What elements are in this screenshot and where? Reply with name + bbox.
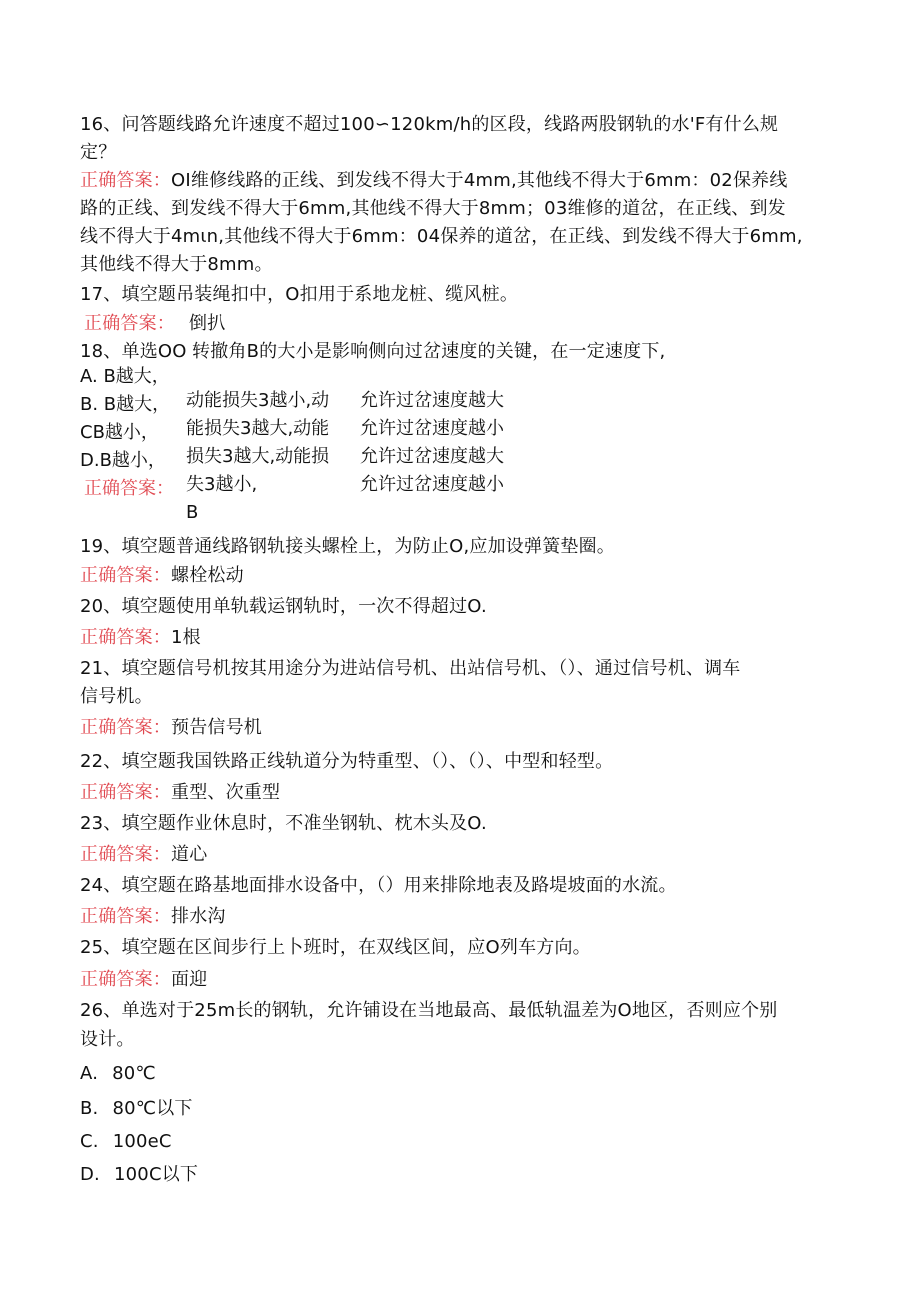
question-18-col3-line-3: 允许过岔速度越大 xyxy=(360,446,504,467)
question-25-answer xyxy=(80,966,207,994)
question-22-answer xyxy=(80,779,280,807)
question-18-option-d: D.B越小， xyxy=(80,450,166,471)
answer-label: 正确答案： xyxy=(80,844,171,865)
option-letter: C. xyxy=(80,1131,99,1152)
question-21-answer xyxy=(80,714,262,742)
answer-text: 道心 xyxy=(171,844,208,865)
question-17-answer xyxy=(84,310,225,338)
question-18-col2-line-1: 动能损失3越小,动 xyxy=(186,390,330,411)
answer-label: 正确答案： xyxy=(80,627,171,648)
question-20-answer xyxy=(80,624,201,652)
answer-label: 正确答案： xyxy=(80,565,171,586)
question-24-answer xyxy=(80,903,226,931)
question-26-option-b xyxy=(80,1095,193,1123)
question-24: 24、填空题在路基地面排水设备中，（）用来排除地表及路堤坡面的水流。 xyxy=(80,875,677,896)
option-letter: A. xyxy=(80,1063,99,1084)
question-17: 17、填空题吊装绳扣中，O扣用于系地龙桩、缆风桩。 xyxy=(80,284,519,305)
answer-text: 排水沟 xyxy=(171,906,226,927)
option-letter: B. xyxy=(80,1098,99,1119)
question-22: 22、填空题我国铁路正线轨道分为特重型、（）、（）、中型和轻型。 xyxy=(80,751,614,772)
question-18-answer: B xyxy=(186,502,199,523)
option-text: 80℃以下 xyxy=(112,1098,193,1119)
question-20: 20、填空题使用单轨载运钢轨时，一次不得超过O. xyxy=(80,596,487,617)
question-21-line-1: 21、填空题信号机按其用途分为进站信号机、出站信号机、（）、通过信号机、调车 xyxy=(80,658,741,679)
question-23-answer xyxy=(80,841,207,869)
question-16-answer-line-1 xyxy=(80,167,788,195)
question-23: 23、填空题作业休息时，不准坐钢轨、枕木头及O. xyxy=(80,813,487,834)
question-18-col2-line-2: 能损失3越大,动能 xyxy=(186,418,330,439)
answer-text: 面迎 xyxy=(171,969,208,990)
option-text: 80℃ xyxy=(112,1063,156,1084)
answer-text: 倒扒 xyxy=(189,313,226,334)
answer-label: 正确答案： xyxy=(80,906,171,927)
question-16-answer-line-2: 路的正线、到发线不得大于6mm,其他线不得大于8mm；03维修的道岔，在正线、到发 xyxy=(80,198,786,219)
question-18-col2-line-3: 损失3越大,动能损 xyxy=(186,446,330,467)
question-16-line-2: 定？ xyxy=(80,142,117,163)
answer-text: OI维修线路的正线、到发线不得大于4mm,其他线不得大于6mm：02保养线 xyxy=(171,170,788,191)
option-letter: D. xyxy=(80,1164,100,1185)
question-18-stem: 转撤角B的大小是影响侧向过岔速度的关键，在一定速度下, xyxy=(192,341,666,362)
question-26-option-d xyxy=(80,1161,198,1189)
question-26-option-c xyxy=(80,1128,172,1156)
question-18-prefix: 18、单选OO xyxy=(80,341,187,362)
question-16-answer-line-3: 线不得大于4mιn,其他线不得大于6mm：04保养的道岔，在正线、到发线不得大于6mm, xyxy=(80,226,803,247)
question-25: 25、填空题在区间步行上卜班时，在双线区间，应O列车方向。 xyxy=(80,937,591,958)
question-18-option-b: B. B越大， xyxy=(80,394,171,415)
answer-label: 正确答案： xyxy=(80,969,171,990)
answer-text: 预告信号机 xyxy=(171,717,262,738)
answer-label: 正确答案： xyxy=(80,717,171,738)
answer-label: 正确答案： xyxy=(84,313,175,334)
question-26-line-2: 设计。 xyxy=(80,1029,135,1050)
question-26-option-a xyxy=(80,1060,156,1088)
question-18-col2-line-4: 失3越小, xyxy=(186,474,258,495)
answer-text: 重型、次重型 xyxy=(171,782,281,803)
question-19: 19、填空题普通线路钢轨接头螺栓上，为防止O,应加设弹簧垫圈。 xyxy=(80,536,615,557)
answer-text: 螺栓松动 xyxy=(171,565,244,586)
question-21-line-2: 信号机。 xyxy=(80,686,153,707)
question-18-col3-line-4: 允许过岔速度越小 xyxy=(360,474,504,495)
question-18-col3-line-2: 允许过岔速度越小 xyxy=(360,418,504,439)
question-19-answer xyxy=(80,562,244,590)
option-text: 100C以下 xyxy=(113,1164,199,1185)
question-26-line-1: 26、单选对于25m长的钢轨，允许铺设在当地最高、最低轨温差为O地区，否则应个别 xyxy=(80,1000,778,1021)
answer-label: 正确答案： xyxy=(80,782,171,803)
question-18-option-a: A. B越大， xyxy=(80,366,170,387)
answer-label: 正确答案： xyxy=(80,170,171,191)
option-text: 100eC xyxy=(112,1131,172,1152)
answer-text: 1根 xyxy=(171,627,201,648)
question-18-col3-line-1: 允许过岔速度越大 xyxy=(360,390,504,411)
question-18-answer-label: 正确答案： xyxy=(84,478,174,499)
question-18-option-c: CB越小， xyxy=(80,422,159,443)
question-16-line-1: 16、问答题线路允许速度不超过100∽120km/h的区段，线路两股钢轨的水'F有什么规 xyxy=(80,114,779,135)
question-16-answer-line-4: 其他线不得大于8mm。 xyxy=(80,254,273,275)
